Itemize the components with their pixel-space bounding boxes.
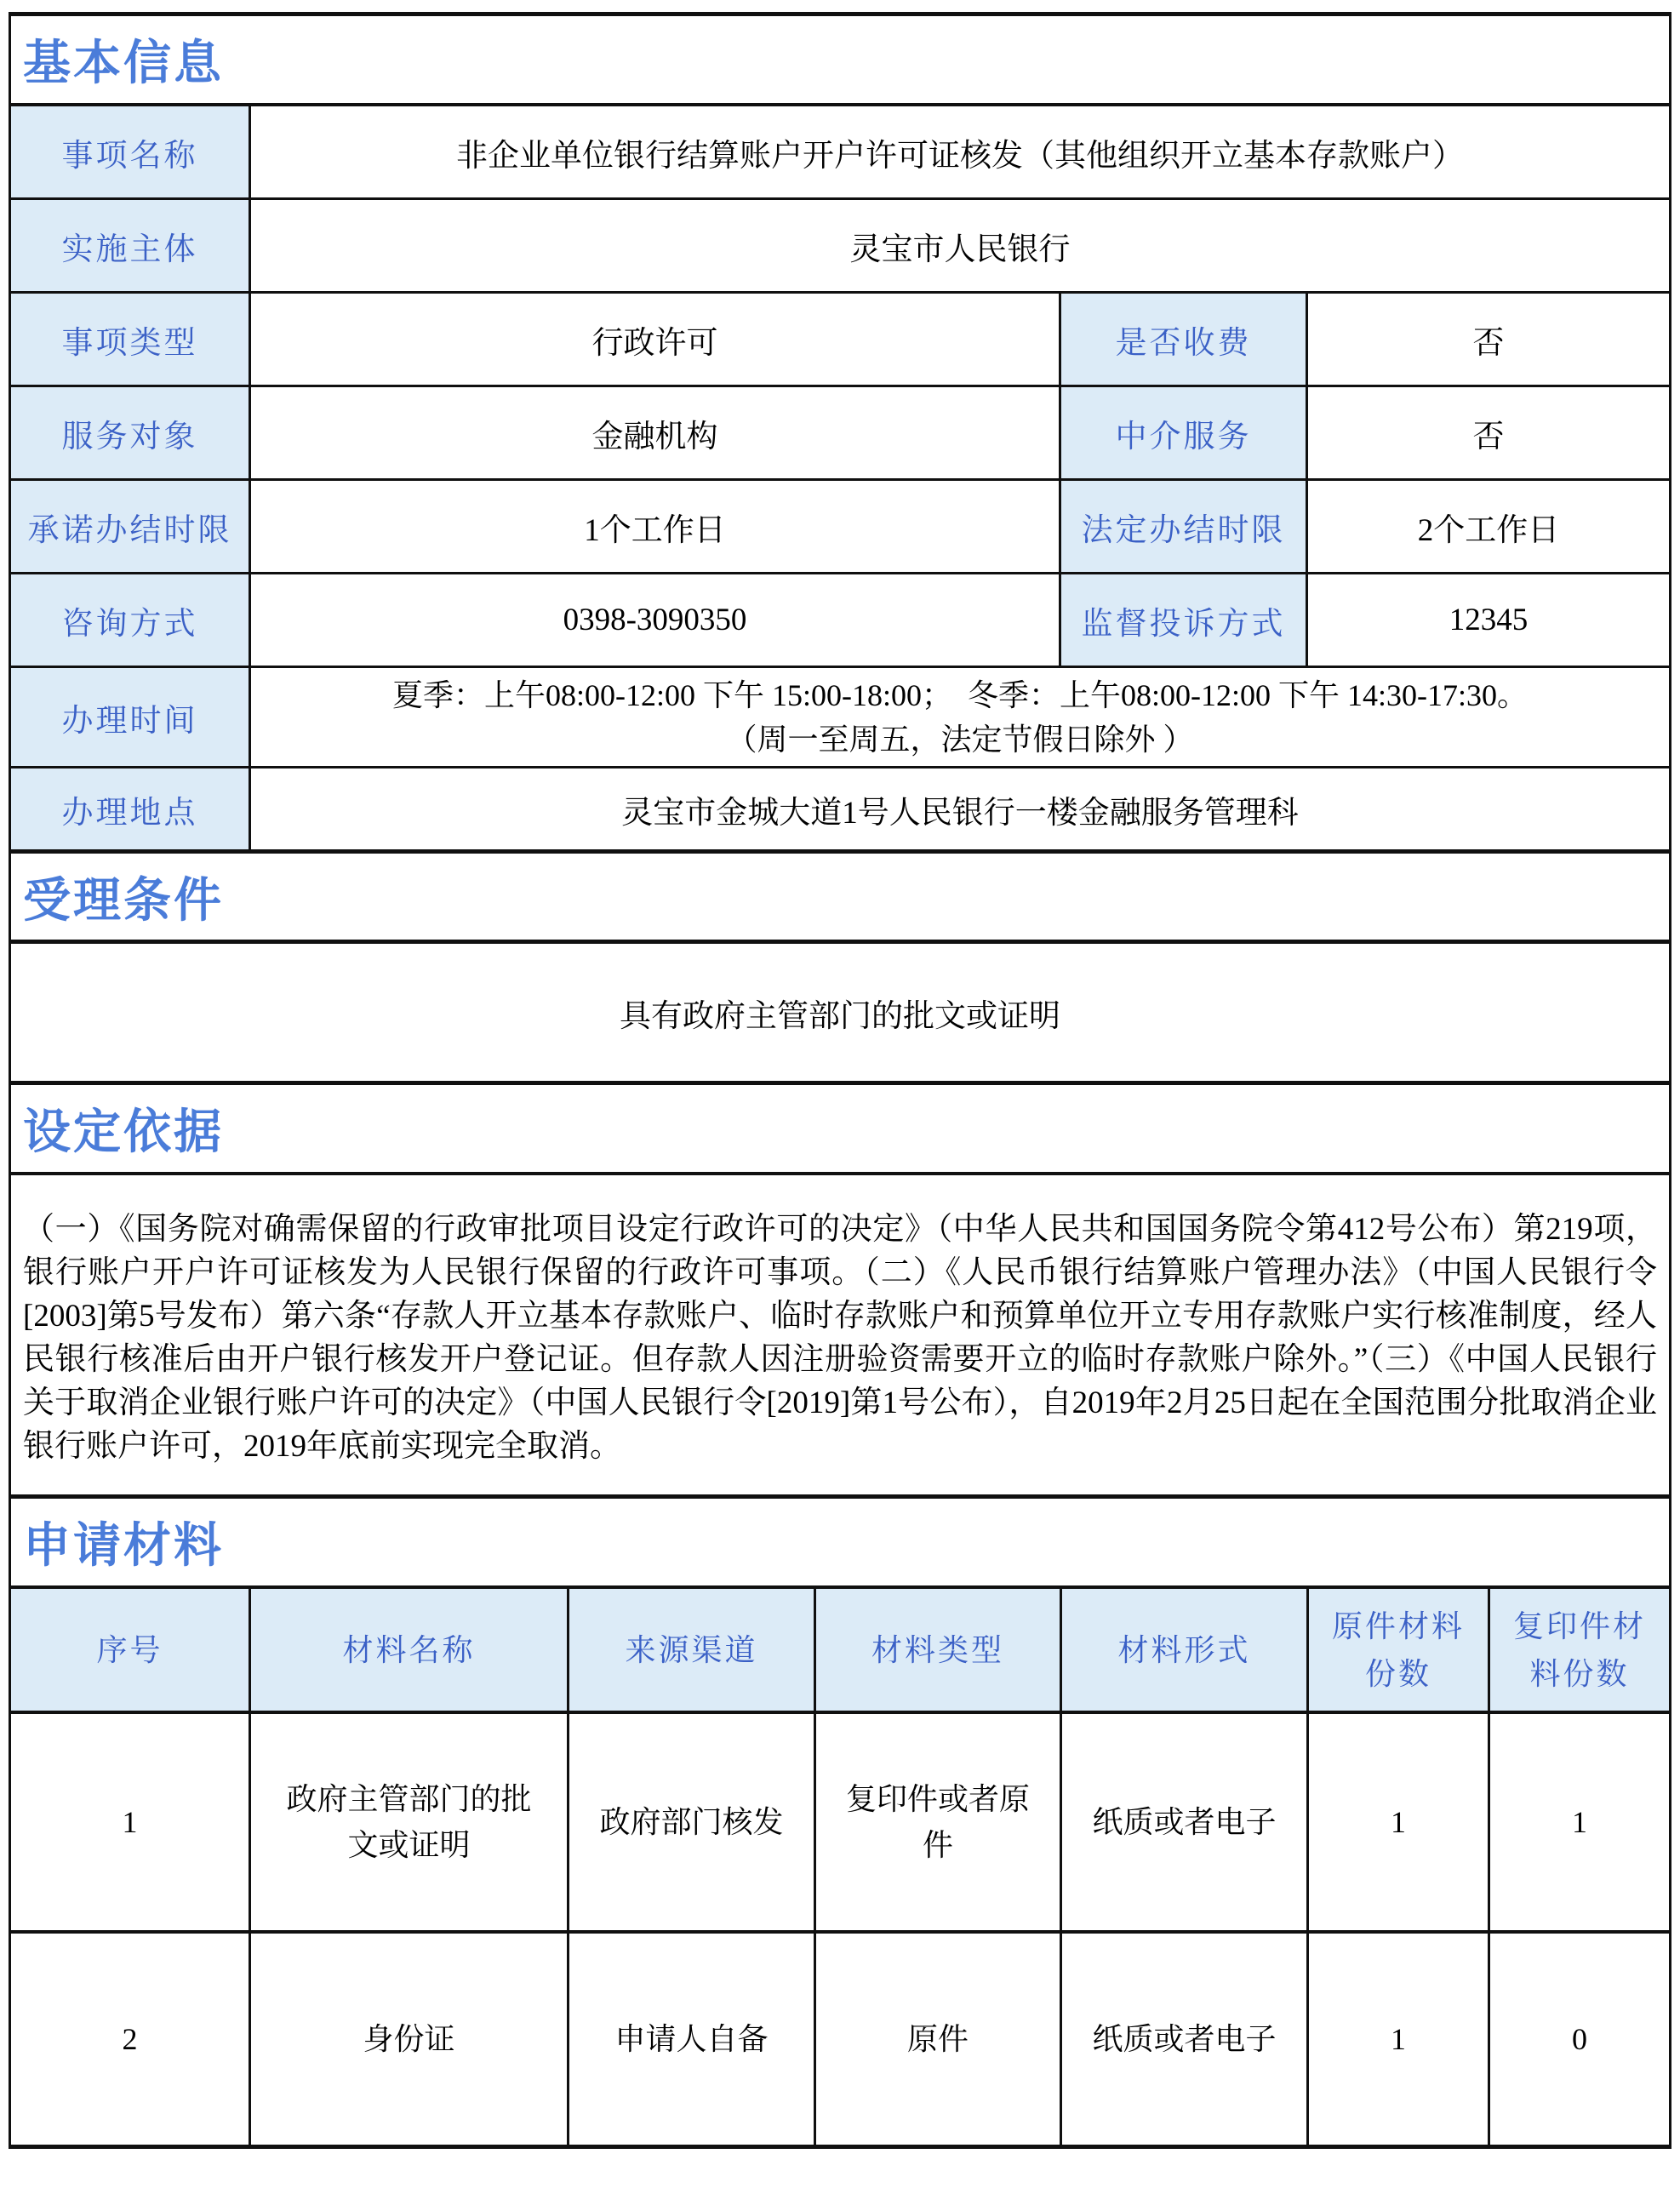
material-2-original-count: 1 xyxy=(1306,1934,1488,2145)
item-name-value: 非企业单位银行结算账户开户许可证核发（其他组织开立基本存款账户） xyxy=(249,106,1669,197)
promised-limit-value: 1个工作日 xyxy=(249,481,1059,572)
consultation-label: 咨询方式 xyxy=(11,574,249,666)
complaint-label: 监督投诉方式 xyxy=(1059,574,1306,666)
material-1-name: 政府主管部门的批文或证明 xyxy=(249,1714,567,1930)
material-2-seq: 2 xyxy=(122,2022,138,2056)
service-item-document xyxy=(9,12,1671,2149)
item-name-label: 事项名称 xyxy=(11,106,249,197)
section-header-basic-info xyxy=(11,16,1669,106)
section-title-materials: 申请材料 xyxy=(23,1518,224,1572)
row-time-limit xyxy=(11,481,1669,574)
legal-limit-value: 2个工作日 xyxy=(1306,481,1669,572)
section-title-acceptance: 受理条件 xyxy=(23,872,224,927)
material-2-form: 纸质或者电子 xyxy=(1060,1934,1306,2145)
materials-header-row xyxy=(11,1589,1669,1714)
materials-header-copy-count: 复印件材料份数 xyxy=(1488,1589,1669,1711)
section-title-basis: 设定依据 xyxy=(23,1105,224,1158)
intermediary-label: 中介服务 xyxy=(1059,387,1306,478)
office-hours-line-1: 夏季：上午08:00-12:00 下午 15:00-18:00； 冬季：上午08:00-12:00 下午 14:30-17:30。 xyxy=(392,677,1528,712)
material-2-source: 申请人自备 xyxy=(567,1934,814,2145)
office-hours-label: 办理时间 xyxy=(11,668,249,766)
row-service-target xyxy=(11,387,1669,481)
materials-header-original-count: 原件材料份数 xyxy=(1306,1589,1488,1711)
legal-limit-label: 法定办结时限 xyxy=(1059,481,1306,572)
item-type-label: 事项类型 xyxy=(11,294,249,385)
section-title-basic-info: 基本信息 xyxy=(23,36,224,89)
service-target-value: 金融机构 xyxy=(249,387,1059,478)
office-hours-value xyxy=(249,668,1669,766)
item-type-value: 行政许可 xyxy=(249,294,1059,385)
service-target-label: 服务对象 xyxy=(11,387,249,478)
office-location-label: 办理地点 xyxy=(11,768,249,849)
fee-value: 否 xyxy=(1306,294,1669,385)
row-office-location xyxy=(11,768,1669,854)
material-1-original-count: 1 xyxy=(1306,1714,1488,1930)
material-1-form: 纸质或者电子 xyxy=(1060,1714,1306,1930)
fee-label: 是否收费 xyxy=(1059,294,1306,385)
material-1-type: 复印件或者原件 xyxy=(814,1714,1060,1930)
section-header-acceptance xyxy=(11,854,1669,944)
consultation-value: 0398-3090350 xyxy=(249,574,1059,666)
row-office-hours xyxy=(11,668,1669,768)
promised-limit-label: 承诺办结时限 xyxy=(11,481,249,572)
row-item-type xyxy=(11,294,1669,387)
row-consultation xyxy=(11,574,1669,668)
complaint-value: 12345 xyxy=(1306,574,1669,666)
materials-header-source: 来源渠道 xyxy=(567,1589,814,1711)
material-1-copy-count: 1 xyxy=(1488,1714,1669,1930)
materials-table-row xyxy=(11,1934,1669,2145)
materials-header-type: 材料类型 xyxy=(814,1589,1060,1711)
implementer-label: 实施主体 xyxy=(11,200,249,291)
office-location-value: 灵宝市金城大道1号人民银行一楼金融服务管理科 xyxy=(249,768,1669,849)
section-header-materials xyxy=(11,1499,1669,1589)
material-1-seq: 1 xyxy=(122,1805,138,1839)
material-1-source: 政府部门核发 xyxy=(567,1714,814,1930)
materials-header-form: 材料形式 xyxy=(1060,1589,1306,1711)
material-2-copy-count: 0 xyxy=(1488,1934,1669,2145)
acceptance-content: 具有政府主管部门的批文或证明 xyxy=(11,944,1669,1085)
material-2-type: 原件 xyxy=(814,1934,1060,2145)
row-item-name xyxy=(11,106,1669,200)
materials-table-row xyxy=(11,1714,1669,1934)
materials-header-seq: 序号 xyxy=(11,1589,249,1711)
implementer-value: 灵宝市人民银行 xyxy=(249,200,1669,291)
materials-header-name: 材料名称 xyxy=(249,1589,567,1711)
basis-content: （一）《国务院对确需保留的行政审批项目设定行政许可的决定》（中华人民共和国国务院令第412号公布）第219项，银行账户开户许可证核发为人民银行保留的行政许可事项。（二）《人民币银行结算账户管理办法》（中国人民银行令[2003]第5号发布）第六条“存款人开立基本存款账户、临时存款账户和预算单位开立专用存款账户实行核准制度，经人民银行核准后由开户银行核发开户登记证。但存款人因注册验资需要开立的临时存款账户除外。”（三）《中国人民银行关于取消企业银行账户许可的决定》（中国人民银行令[2019]第1号公布），自2019年2月25日起在全国范围分批取消企业银行账户许可，2019年底前实现完全取消。 xyxy=(11,1175,1669,1499)
material-2-name: 身份证 xyxy=(249,1934,567,2145)
section-header-basis xyxy=(11,1085,1669,1175)
row-implementer xyxy=(11,200,1669,294)
intermediary-value: 否 xyxy=(1306,387,1669,478)
office-hours-line-2: （周一至周五，法定节假日除外 ） xyxy=(726,722,1194,757)
